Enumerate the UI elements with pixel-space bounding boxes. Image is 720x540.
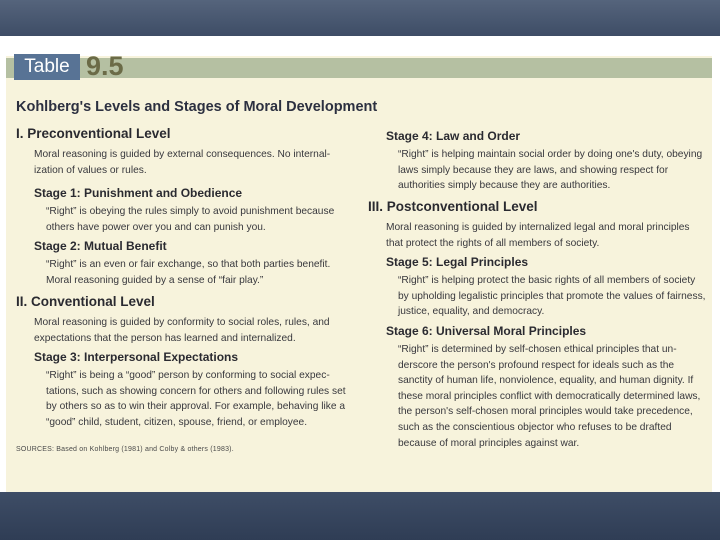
level-2-text: Moral reasoning is guided by conformity to social roles, rules, and expectations that the person has learned and internalized.: [34, 317, 330, 344]
stage-4-text: “Right” is helping maintain social order by doing one's duty, obeying laws simply because they are laws, and showing respect for authorities simply because they are authorities.: [398, 149, 703, 192]
level-1-text: Moral reasoning is guided by external consequences. No internalization of values or rules.: [34, 149, 331, 176]
level-1-heading: I. Preconventional Level: [16, 126, 171, 141]
slide: [0, 36, 720, 492]
bottom-band: [0, 492, 720, 540]
stage-3-text: “Right” is being a “good” person by conforming to social expectations, such as showing concern for others and following rules set by others so as to win their approval. For example, behaving like a “good” child, student, citizen, spouse, friend, or employee.: [46, 370, 346, 428]
level-2-heading: II. Conventional Level: [16, 294, 155, 309]
table-title: Kohlberg's Levels and Stages of Moral Development: [16, 99, 378, 115]
stage-2-heading: Stage 2: Mutual Benefit: [34, 239, 167, 253]
stage-5-text: “Right” is helping protect the basic rights of all members of society by upholding legalistic principles that promote the values of fairness, justice, equality, and democracy.: [398, 275, 706, 318]
sources-note: SOURCES: Based on Kohlberg (1981) and Colby & others (1983).: [16, 446, 234, 453]
stage-1-heading: Stage 1: Punishment and Obedience: [34, 186, 243, 200]
stage-6-text: “Right” is determined by self-chosen ethical principles that underscore the person's profound respect for ideals such as the sanctity of human life, nonviolence, equality, and human dignity. If these moral principles conflict with democratically determined laws, the person's self-chosen moral principles would take precedence, such as the conscientious objector who refuses to be drafted because of moral principles against war.: [398, 344, 701, 449]
stage-6-heading: Stage 6: Universal Moral Principles: [386, 324, 587, 338]
table-label: Table: [14, 54, 80, 80]
top-band: [0, 0, 720, 36]
level-3-text: Moral reasoning is guided by internalized legal and moral principles that protect the rights of all members of society.: [386, 222, 690, 249]
stage-5-heading: Stage 5: Legal Principles: [386, 255, 529, 269]
stage-1-text: “Right” is obeying the rules simply to avoid punishment because others have power over you and can punish you.: [46, 206, 335, 233]
table-number: 9.5: [86, 51, 124, 81]
level-3-heading: III. Postconventional Level: [368, 199, 538, 214]
stage-3-heading: Stage 3: Interpersonal Expectations: [34, 350, 239, 364]
stage-2-text: “Right” is an even or fair exchange, so that both parties benefit. Moral reasoning guided by a sense of “fair play.”: [46, 259, 331, 286]
stage-4-heading: Stage 4: Law and Order: [386, 129, 521, 143]
